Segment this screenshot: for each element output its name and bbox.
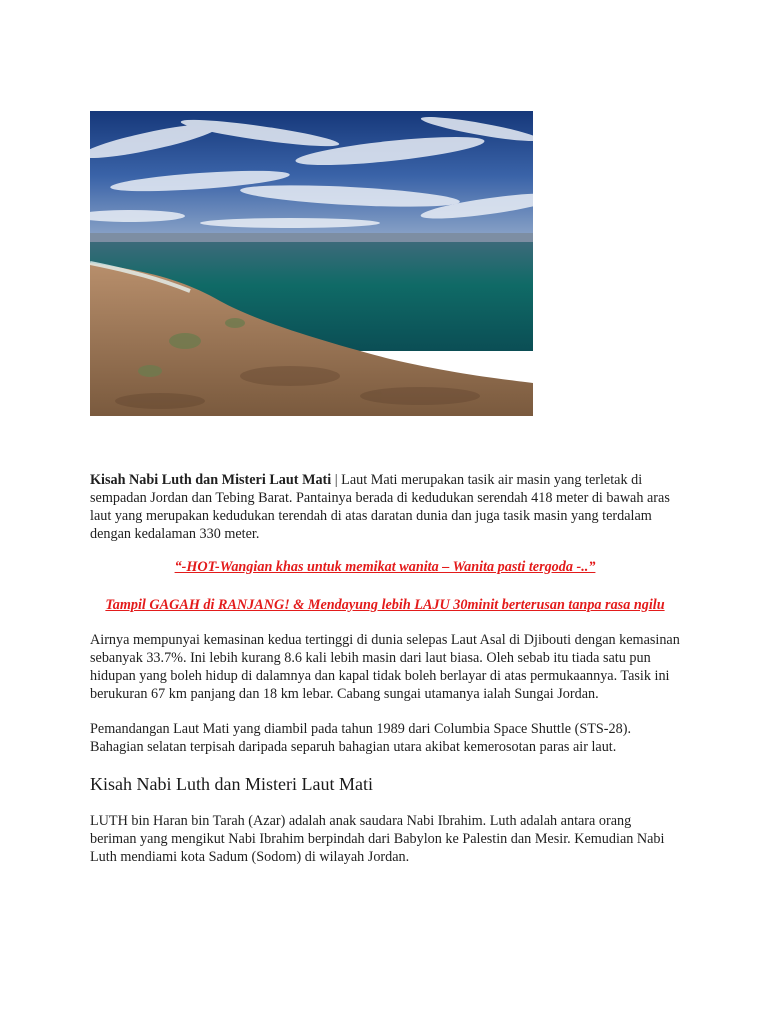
- section-paragraph: LUTH bin Haran bin Tarah (Azar) adalah anak saudara Nabi Ibrahim. Luth adalah antara orang beriman yang mengikut Nabi Ibrahim berpindah dari Babylon ke Palestin dan Mesir. Kemudian Nabi Luth mendiami kota Sadum (Sodom) di wilayah Jordan.: [90, 813, 665, 865]
- body-paragraph: Airnya mempunyai kemasinan kedua tertinggi di dunia selepas Laut Asal di Djibouti dengan kemasinan sebanyak 33.7%. Ini lebih kurang 8.6 kali lebih masin dari laut biasa. Oleh sebab itu tiada satu pun hidupan yang boleh hidup di dalamnya dan kapal tidak boleh berlayar di atas permukaannya. Tasik ini berukuran 67 km panjang dan 18 km lebar. Cabang sungai utamanya ialah Sungai Jordan.: [90, 632, 680, 702]
- promo-link[interactable]: “-HOT-Wangian khas untuk memikat wanita – Wanita pasti tergoda -..”: [174, 559, 596, 575]
- dead-sea-photo: [90, 111, 533, 416]
- intro-title: Kisah Nabi Luth dan Misteri Laut Mati: [90, 472, 332, 488]
- promo-link[interactable]: Tampil GAGAH di RANJANG! & Mendayung lebih LAJU 30minit berterusan tanpa rasa ngilu: [105, 597, 665, 613]
- body-paragraph: Pemandangan Laut Mati yang diambil pada tahun 1989 dari Columbia Space Shuttle (STS-28). Bahagian selatan terpisah daripada separuh bahagian utara akibat kemerosotan paras air laut.: [90, 721, 631, 755]
- landscape-photo-icon: [90, 111, 533, 416]
- intro-separator: |: [331, 472, 342, 488]
- intro-paragraph: [90, 471, 680, 543]
- article-body: [90, 471, 680, 883]
- intro-text: Laut Mati merupakan tasik air masin yang terletak di sempadan Jordan dan Tebing Barat. Pantainya berada di kedudukan serendah 418 meter di bawah aras laut yang merupakan kedudukan terendah di atas daratan dunia dan juga tasik masin yang terdalam dengan kedalaman 330 meter.: [90, 472, 670, 542]
- section-heading: Kisah Nabi Luth dan Misteri Laut Mati: [90, 774, 373, 794]
